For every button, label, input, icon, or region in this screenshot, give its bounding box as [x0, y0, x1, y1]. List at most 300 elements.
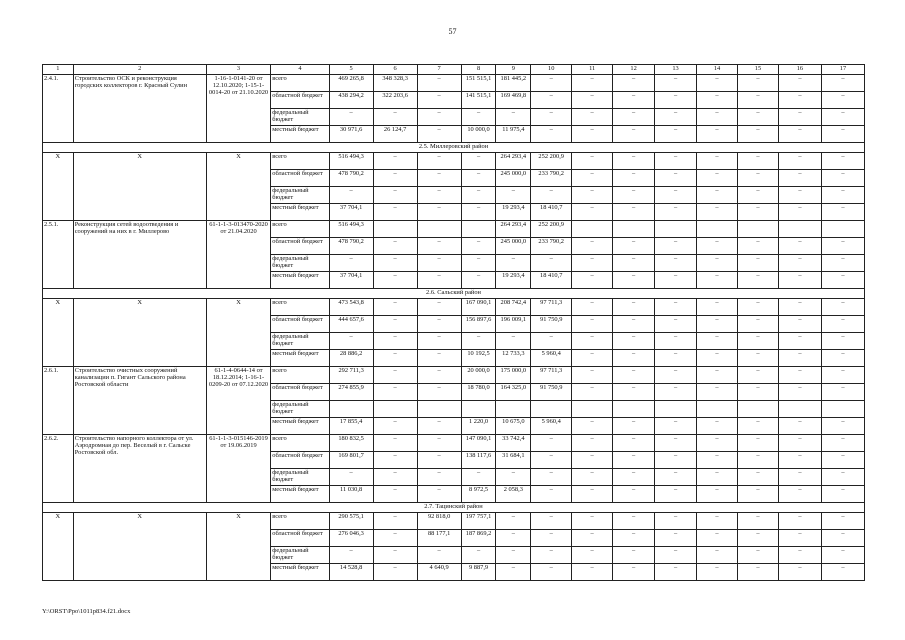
- amount-cell: –: [655, 92, 697, 109]
- amount-cell: –: [697, 109, 738, 126]
- amount-cell: [655, 221, 697, 238]
- amount-cell: –: [373, 299, 417, 316]
- amount-cell: –: [737, 272, 778, 289]
- amount-cell: –: [417, 299, 461, 316]
- amount-cell: –: [778, 238, 821, 255]
- footer-file-path: Y:\ORST\Ppo\1011p834.f21.docx: [42, 608, 131, 615]
- amount-cell: [697, 401, 738, 418]
- amount-cell: 37 704,1: [329, 204, 373, 221]
- amount-cell: 18 780,0: [461, 384, 496, 401]
- amount-cell: [697, 221, 738, 238]
- amount-cell: 20 000,0: [461, 367, 496, 384]
- funding-source: всего: [271, 153, 329, 170]
- amount-cell: –: [417, 418, 461, 435]
- section-title: 2.7. Тацинский район: [43, 503, 865, 513]
- amount-cell: 10 675,0: [496, 418, 531, 435]
- amount-cell: –: [778, 530, 821, 547]
- amount-cell: –: [737, 255, 778, 272]
- amount-cell: –: [821, 547, 864, 564]
- amount-cell: –: [572, 513, 613, 530]
- amount-cell: –: [613, 452, 655, 469]
- amount-cell: –: [373, 350, 417, 367]
- amount-cell: 9 887,9: [461, 564, 496, 581]
- amount-cell: –: [329, 547, 373, 564]
- registration-number: Х: [206, 153, 270, 221]
- amount-cell: 88 177,1: [417, 530, 461, 547]
- amount-cell: –: [572, 299, 613, 316]
- amount-cell: –: [697, 418, 738, 435]
- amount-cell: –: [613, 92, 655, 109]
- amount-cell: –: [572, 333, 613, 350]
- amount-cell: –: [778, 109, 821, 126]
- funding-source: федеральный бюджет: [271, 187, 329, 204]
- amount-cell: –: [778, 564, 821, 581]
- funding-source: областной бюджет: [271, 170, 329, 187]
- amount-cell: –: [737, 92, 778, 109]
- amount-cell: 1 220,0: [461, 418, 496, 435]
- amount-cell: 444 657,6: [329, 316, 373, 333]
- amount-cell: –: [373, 367, 417, 384]
- table-row: [43, 513, 865, 530]
- amount-cell: –: [655, 384, 697, 401]
- amount-cell: 469 265,8: [329, 75, 373, 92]
- amount-cell: –: [821, 299, 864, 316]
- amount-cell: –: [821, 530, 864, 547]
- amount-cell: –: [821, 204, 864, 221]
- amount-cell: 348 328,3: [373, 75, 417, 92]
- amount-cell: –: [821, 255, 864, 272]
- column-number: 8: [461, 65, 496, 75]
- amount-cell: –: [737, 452, 778, 469]
- amount-cell: –: [697, 255, 738, 272]
- amount-cell: 208 742,4: [496, 299, 531, 316]
- funding-source: всего: [271, 221, 329, 238]
- amount-cell: 276 046,3: [329, 530, 373, 547]
- amount-cell: 18 410,7: [531, 272, 572, 289]
- amount-cell: 197 757,1: [461, 513, 496, 530]
- amount-cell: –: [697, 367, 738, 384]
- amount-cell: –: [737, 435, 778, 452]
- amount-cell: –: [697, 92, 738, 109]
- amount-cell: –: [613, 109, 655, 126]
- amount-cell: –: [417, 92, 461, 109]
- amount-cell: –: [697, 187, 738, 204]
- amount-cell: [778, 221, 821, 238]
- amount-cell: –: [655, 418, 697, 435]
- amount-cell: –: [697, 530, 738, 547]
- amount-cell: –: [778, 452, 821, 469]
- amount-cell: –: [572, 418, 613, 435]
- amount-cell: –: [496, 547, 531, 564]
- amount-cell: –: [613, 564, 655, 581]
- amount-cell: –: [417, 109, 461, 126]
- amount-cell: –: [373, 469, 417, 486]
- amount-cell: –: [531, 435, 572, 452]
- amount-cell: 97 711,3: [531, 299, 572, 316]
- funding-source: местный бюджет: [271, 418, 329, 435]
- amount-cell: –: [613, 486, 655, 503]
- amount-cell: –: [778, 272, 821, 289]
- amount-cell: –: [821, 109, 864, 126]
- amount-cell: 478 790,2: [329, 238, 373, 255]
- amount-cell: –: [778, 469, 821, 486]
- amount-cell: –: [373, 316, 417, 333]
- amount-cell: –: [572, 350, 613, 367]
- amount-cell: –: [417, 316, 461, 333]
- amount-cell: –: [373, 109, 417, 126]
- funding-source: местный бюджет: [271, 126, 329, 143]
- amount-cell: –: [417, 452, 461, 469]
- amount-cell: –: [531, 109, 572, 126]
- amount-cell: –: [613, 187, 655, 204]
- amount-cell: –: [531, 255, 572, 272]
- amount-cell: –: [531, 187, 572, 204]
- amount-cell: 30 971,6: [329, 126, 373, 143]
- amount-cell: –: [613, 513, 655, 530]
- amount-cell: –: [613, 547, 655, 564]
- amount-cell: –: [821, 333, 864, 350]
- amount-cell: –: [737, 204, 778, 221]
- amount-cell: –: [373, 333, 417, 350]
- amount-cell: –: [655, 435, 697, 452]
- amount-cell: –: [697, 469, 738, 486]
- amount-cell: –: [821, 316, 864, 333]
- amount-cell: 516 494,3: [329, 153, 373, 170]
- amount-cell: –: [461, 204, 496, 221]
- amount-cell: –: [737, 367, 778, 384]
- amount-cell: –: [655, 469, 697, 486]
- amount-cell: –: [531, 452, 572, 469]
- amount-cell: –: [655, 238, 697, 255]
- amount-cell: –: [329, 333, 373, 350]
- column-number: 15: [737, 65, 778, 75]
- amount-cell: 37 704,1: [329, 272, 373, 289]
- amount-cell: –: [417, 272, 461, 289]
- amount-cell: [821, 401, 864, 418]
- table-row: [43, 221, 865, 238]
- amount-cell: –: [613, 255, 655, 272]
- amount-cell: –: [572, 204, 613, 221]
- amount-cell: –: [572, 187, 613, 204]
- amount-cell: –: [572, 564, 613, 581]
- amount-cell: 8 972,5: [461, 486, 496, 503]
- amount-cell: –: [572, 92, 613, 109]
- amount-cell: –: [461, 547, 496, 564]
- amount-cell: 14 528,8: [329, 564, 373, 581]
- amount-cell: –: [821, 75, 864, 92]
- amount-cell: –: [737, 170, 778, 187]
- amount-cell: –: [417, 384, 461, 401]
- funding-source: областной бюджет: [271, 238, 329, 255]
- amount-cell: –: [373, 452, 417, 469]
- amount-cell: –: [655, 153, 697, 170]
- section-title: 2.6. Сальский район: [43, 289, 865, 299]
- column-number: 17: [821, 65, 864, 75]
- amount-cell: –: [373, 547, 417, 564]
- amount-cell: 245 000,0: [496, 238, 531, 255]
- amount-cell: –: [373, 187, 417, 204]
- amount-cell: [496, 401, 531, 418]
- amount-cell: –: [778, 418, 821, 435]
- section-title-row: [43, 289, 865, 299]
- amount-cell: 17 855,4: [329, 418, 373, 435]
- amount-cell: 156 897,6: [461, 316, 496, 333]
- amount-cell: –: [613, 435, 655, 452]
- amount-cell: –: [737, 350, 778, 367]
- page-number: 57: [448, 27, 457, 36]
- section-title-row: [43, 143, 865, 153]
- amount-cell: –: [778, 367, 821, 384]
- amount-cell: –: [778, 92, 821, 109]
- section-title: 2.5. Миллеровский район: [43, 143, 865, 153]
- amount-cell: –: [531, 486, 572, 503]
- amount-cell: –: [778, 153, 821, 170]
- amount-cell: 233 790,2: [531, 170, 572, 187]
- amount-cell: –: [655, 75, 697, 92]
- item-number: Х: [43, 153, 74, 221]
- table-row: [43, 299, 865, 316]
- amount-cell: –: [697, 350, 738, 367]
- amount-cell: 138 117,6: [461, 452, 496, 469]
- amount-cell: [417, 401, 461, 418]
- funding-source: местный бюджет: [271, 204, 329, 221]
- item-number: 2.6.2.: [43, 435, 74, 503]
- amount-cell: 91 750,9: [531, 384, 572, 401]
- funding-source: всего: [271, 75, 329, 92]
- amount-cell: 233 790,2: [531, 238, 572, 255]
- amount-cell: –: [655, 204, 697, 221]
- amount-cell: –: [737, 75, 778, 92]
- amount-cell: 196 009,1: [496, 316, 531, 333]
- amount-cell: 11 030,8: [329, 486, 373, 503]
- amount-cell: –: [417, 333, 461, 350]
- amount-cell: [737, 401, 778, 418]
- amount-cell: –: [655, 367, 697, 384]
- amount-cell: –: [737, 469, 778, 486]
- amount-cell: 290 575,1: [329, 513, 373, 530]
- column-number: 5: [329, 65, 373, 75]
- amount-cell: 97 711,3: [531, 367, 572, 384]
- amount-cell: –: [821, 170, 864, 187]
- amount-cell: –: [697, 75, 738, 92]
- amount-cell: –: [697, 435, 738, 452]
- amount-cell: –: [531, 333, 572, 350]
- amount-cell: –: [737, 547, 778, 564]
- amount-cell: –: [572, 75, 613, 92]
- amount-cell: –: [655, 316, 697, 333]
- amount-cell: –: [417, 170, 461, 187]
- amount-cell: –: [417, 75, 461, 92]
- amount-cell: –: [821, 418, 864, 435]
- amount-cell: 187 869,2: [461, 530, 496, 547]
- amount-cell: –: [417, 486, 461, 503]
- amount-cell: –: [697, 126, 738, 143]
- amount-cell: –: [778, 350, 821, 367]
- amount-cell: –: [572, 109, 613, 126]
- amount-cell: –: [778, 547, 821, 564]
- column-number: 2: [73, 65, 206, 75]
- amount-cell: –: [655, 170, 697, 187]
- amount-cell: –: [496, 513, 531, 530]
- amount-cell: [329, 401, 373, 418]
- amount-cell: –: [572, 530, 613, 547]
- object-name: Строительство ОСК и реконструкция городских коллекторов г. Красный Сулин: [73, 75, 206, 143]
- amount-cell: –: [737, 187, 778, 204]
- funding-source: областной бюджет: [271, 530, 329, 547]
- amount-cell: –: [655, 564, 697, 581]
- amount-cell: –: [821, 92, 864, 109]
- amount-cell: –: [821, 238, 864, 255]
- amount-cell: 10 192,5: [461, 350, 496, 367]
- registration-number: 61-1-1-3-013470-2020 от 21.04.2020: [206, 221, 270, 289]
- amount-cell: –: [572, 170, 613, 187]
- amount-cell: –: [531, 513, 572, 530]
- amount-cell: –: [496, 469, 531, 486]
- table-row: [43, 153, 865, 170]
- amount-cell: [461, 221, 496, 238]
- section-title-row: [43, 503, 865, 513]
- amount-cell: [572, 401, 613, 418]
- object-name: Х: [73, 299, 206, 367]
- amount-cell: 91 750,9: [531, 316, 572, 333]
- amount-cell: –: [613, 75, 655, 92]
- amount-cell: –: [613, 299, 655, 316]
- amount-cell: –: [655, 547, 697, 564]
- amount-cell: [655, 401, 697, 418]
- amount-cell: 28 886,2: [329, 350, 373, 367]
- amount-cell: –: [531, 564, 572, 581]
- item-number: 2.4.1.: [43, 75, 74, 143]
- amount-cell: –: [531, 530, 572, 547]
- amount-cell: 19 293,4: [496, 272, 531, 289]
- funding-source: всего: [271, 299, 329, 316]
- amount-cell: –: [417, 547, 461, 564]
- amount-cell: [613, 221, 655, 238]
- amount-cell: –: [697, 316, 738, 333]
- funding-source: местный бюджет: [271, 350, 329, 367]
- column-number: 13: [655, 65, 697, 75]
- amount-cell: –: [417, 153, 461, 170]
- funding-source: федеральный бюджет: [271, 401, 329, 418]
- amount-cell: 164 325,0: [496, 384, 531, 401]
- amount-cell: –: [496, 530, 531, 547]
- amount-cell: –: [572, 452, 613, 469]
- amount-cell: –: [778, 299, 821, 316]
- registration-number: 61-1-1-3-015146-2019 от 19.06.2019: [206, 435, 270, 503]
- amount-cell: –: [417, 204, 461, 221]
- object-name: Х: [73, 153, 206, 221]
- amount-cell: –: [697, 299, 738, 316]
- item-number: 2.6.1.: [43, 367, 74, 435]
- amount-cell: –: [613, 333, 655, 350]
- amount-cell: –: [778, 204, 821, 221]
- amount-cell: –: [737, 153, 778, 170]
- amount-cell: 33 742,4: [496, 435, 531, 452]
- amount-cell: –: [697, 513, 738, 530]
- amount-cell: 5 960,4: [531, 418, 572, 435]
- amount-cell: –: [613, 384, 655, 401]
- amount-cell: –: [821, 384, 864, 401]
- funding-source: федеральный бюджет: [271, 469, 329, 486]
- amount-cell: –: [496, 564, 531, 581]
- amount-cell: –: [373, 204, 417, 221]
- amount-cell: [461, 401, 496, 418]
- amount-cell: –: [496, 333, 531, 350]
- amount-cell: 141 515,1: [461, 92, 496, 109]
- amount-cell: –: [572, 435, 613, 452]
- amount-cell: 478 790,2: [329, 170, 373, 187]
- object-name: Строительство очистных сооружений канализации п. Гигант Сальского района Ростовской области: [73, 367, 206, 435]
- amount-cell: –: [461, 333, 496, 350]
- amount-cell: 245 000,0: [496, 170, 531, 187]
- amount-cell: –: [697, 333, 738, 350]
- amount-cell: –: [821, 513, 864, 530]
- amount-cell: –: [697, 238, 738, 255]
- amount-cell: –: [496, 109, 531, 126]
- amount-cell: –: [778, 513, 821, 530]
- amount-cell: –: [613, 469, 655, 486]
- amount-cell: –: [737, 564, 778, 581]
- amount-cell: [417, 221, 461, 238]
- column-number: 3: [206, 65, 270, 75]
- amount-cell: –: [697, 384, 738, 401]
- amount-cell: 274 855,9: [329, 384, 373, 401]
- amount-cell: –: [417, 126, 461, 143]
- amount-cell: –: [461, 272, 496, 289]
- amount-cell: –: [655, 126, 697, 143]
- amount-cell: –: [821, 452, 864, 469]
- amount-cell: –: [737, 333, 778, 350]
- column-number: 12: [613, 65, 655, 75]
- funding-source: всего: [271, 367, 329, 384]
- amount-cell: –: [373, 170, 417, 187]
- amount-cell: –: [572, 469, 613, 486]
- amount-cell: –: [373, 418, 417, 435]
- amount-cell: –: [737, 486, 778, 503]
- amount-cell: –: [655, 187, 697, 204]
- amount-cell: –: [821, 350, 864, 367]
- amount-cell: –: [655, 272, 697, 289]
- amount-cell: [613, 401, 655, 418]
- amount-cell: –: [531, 92, 572, 109]
- amount-cell: 473 543,8: [329, 299, 373, 316]
- amount-cell: –: [655, 350, 697, 367]
- amount-cell: –: [613, 204, 655, 221]
- item-number: 2.5.1.: [43, 221, 74, 289]
- amount-cell: –: [373, 238, 417, 255]
- funding-source: федеральный бюджет: [271, 109, 329, 126]
- amount-cell: –: [778, 316, 821, 333]
- amount-cell: –: [613, 272, 655, 289]
- amount-cell: 516 494,3: [329, 221, 373, 238]
- amount-cell: –: [697, 452, 738, 469]
- amount-cell: 26 124,7: [373, 126, 417, 143]
- amount-cell: 12 733,3: [496, 350, 531, 367]
- amount-cell: 252 200,9: [531, 221, 572, 238]
- amount-cell: –: [329, 109, 373, 126]
- amount-cell: [531, 401, 572, 418]
- object-name: Строительство напорного коллектора от ул. Аэродромная до пер. Веселый в г. Сальске Ростовской обл.: [73, 435, 206, 503]
- amount-cell: –: [461, 170, 496, 187]
- funding-source: всего: [271, 513, 329, 530]
- amount-cell: –: [778, 255, 821, 272]
- amount-cell: –: [572, 486, 613, 503]
- amount-cell: –: [737, 238, 778, 255]
- funding-source: областной бюджет: [271, 316, 329, 333]
- amount-cell: –: [613, 238, 655, 255]
- amount-cell: –: [417, 187, 461, 204]
- amount-cell: –: [373, 384, 417, 401]
